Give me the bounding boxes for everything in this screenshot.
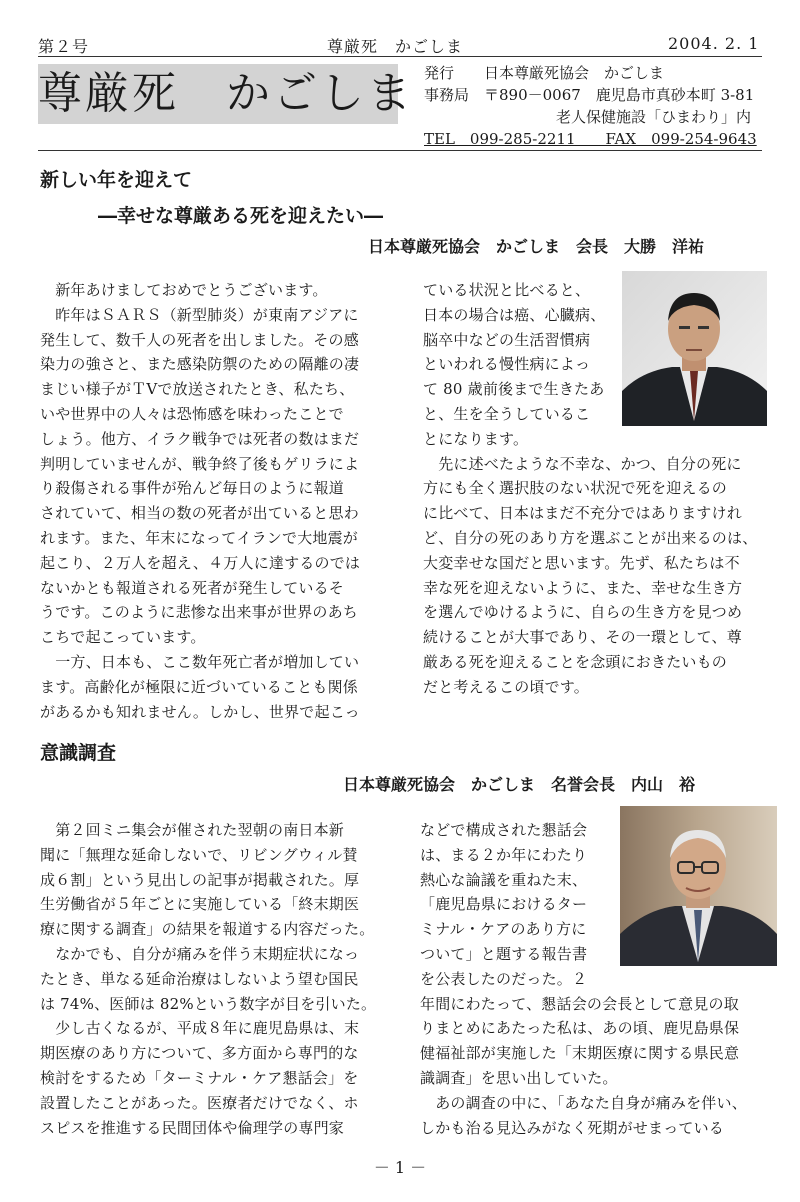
text-line: 生労働省が５年ごとに実施している「終末期医 [40,895,360,914]
text-line: ど、自分の死のあり方を選ぶことが出来るのは、 [423,528,758,547]
text-line: 日本の場合は癌、心臓病、 [423,305,606,324]
text-line: しかも治る見込みがなく死期がせまっている [420,1118,725,1137]
text-line: などで構成された懇話会 [420,821,588,839]
text-line: ます。高齢化が極限に近づいていることも関係 [40,677,359,696]
text-line: れます。また、年末になってイランで大地震が [40,528,359,547]
portrait-honorary-chairman-graphic [620,806,777,966]
article2-author: 日本尊厳死協会 かごしま 名誉会長 内山 裕 [343,775,696,794]
portrait-chairman-graphic [622,271,767,426]
text-line: に比べて、日本はまだ不充分ではありますけれ [423,504,742,523]
text-line: ている状況と比べると、 [423,281,591,299]
article1-right-top-column [423,278,623,452]
text-line: 大変幸せな国だと思います。先ず、私たちは不 [423,553,740,572]
text-line: うです。このように悲惨な出来事が世界のあち [40,603,359,622]
text-line: たとき、単なる延命治療はしないよう望む国民 [40,969,359,988]
text-line: 判明していませんが、戦争終了後もゲリラによ [40,454,360,473]
text-line: こちで起こっています。 [40,628,206,647]
text-line: て 80 歳前後まで生きたあ [423,380,605,399]
text-line: 先に述べたような不幸な、かつ、自分の死に [423,454,742,473]
text-line: と、生を全うしているこ [423,404,591,423]
article1-author: 日本尊厳死協会 かごしま 会長 大勝 洋祐 [368,237,705,256]
text-line: 続けることが大事であり、その一環として、尊 [423,628,742,647]
text-line: まじい様子がＴVで放送されたとき、私たち、 [40,380,355,399]
text-line: りまとめにあたった私は、あの頃、鹿児島県保 [420,1019,740,1038]
header-title: 尊厳死 かごしま [327,37,464,56]
publisher-contact: TEL 099-285-2211 FAX 099-254-9643 [424,130,757,148]
issue-date: 2004. 2. 1 [668,34,760,53]
article1-subtitle: ―幸せな尊厳ある死を迎えたい― [98,205,384,227]
text-line: 第２回ミニ集会が催された翌朝の南日本新 [40,821,345,839]
article2-title: 意識調査 [40,742,117,764]
text-line: 厳ある死を迎えることを念頭におきたいもの [423,652,728,671]
text-line: なかでも、自分が痛みを伴う末期症状になっ [40,944,360,963]
text-line: 昨年はＳＡＲＳ（新型肺炎）が東南アジアに [40,305,359,324]
text-line: を公表したのだった。２ [420,969,588,988]
text-line: 少し古くなるが、平成８年に鹿児島県は、末 [40,1019,360,1038]
masthead-title: 尊厳死 かごしま [38,64,398,124]
text-line: は 74%、医師は 82%という数字が目を引いた。 [40,994,377,1013]
text-line: 健福祉部が実施した「末期医療に関する県民意 [420,1044,740,1063]
text-line: 脳卒中などの生活習慣病 [423,330,591,349]
text-line: 方にも全く選択肢のない状況で死を迎えるの [423,479,728,498]
text-line: あの調査の中に、「あなた自身が痛みを伴い、 [420,1093,747,1112]
text-line: 成６割」という見出しの記事が掲載された。厚 [40,870,360,889]
text-line: 一方、日本も、ここ数年死亡者が増加してい [40,652,360,671]
publisher-address: 事務局 〒890－0067 鹿児島市真砂本町 3-81 [424,86,755,104]
text-line: ついて」と題する報告書 [420,944,588,963]
text-line: 起こり、２万人を超え、４万人に達するのでは [40,553,361,572]
text-line: だと考えるこの頃です。 [423,677,590,696]
text-line: 検討をするため「ターミナル・ケア懇話会」を [40,1068,359,1087]
portrait-chairman [622,271,767,426]
text-line: 幸な死を迎えないように、また、幸せな生き方 [423,578,743,597]
article1-left-column [40,278,410,724]
article2-right-top-column [420,818,620,992]
text-line: があるかも知れません。しかし、世界で起こっ [40,702,360,721]
text-line: り殺傷される事件が殆んど毎日のように報道 [40,479,345,498]
text-line: スピスを推進する民間団体や倫理学の専門家 [40,1118,345,1137]
text-line: 聞に「無理な延命しないで、リビングウィル賛 [40,845,358,864]
publisher-line: 発行 日本尊厳死協会 かごしま [424,64,665,82]
text-line: ないかとも報道される死者が発生しているそ [40,578,345,597]
text-line: は、まる２か年にわたり [420,845,588,864]
article2-right-column [420,992,780,1141]
publisher-facility: 老人保健施設「ひまわり」内 [556,108,752,126]
text-line: 設置したことがあった。医療者だけでなく、ホ [40,1093,359,1112]
text-line: 期医療のあり方について、多方面から専門的な [40,1044,359,1063]
header-rule [38,56,762,57]
text-line: とになります。 [423,429,529,448]
article1-right-column [423,452,783,700]
text-line: 発生して、数千人の死者を出しました。その感 [40,330,359,349]
text-line: 新年あけましておめでとうございます。 [40,281,328,299]
text-line: 熱心な論議を重ねた末、 [420,870,588,889]
text-line: 識調査」を思い出していた。 [420,1068,618,1087]
portrait-honorary-chairman [620,806,777,966]
masthead-rule [38,150,762,151]
text-line: 染力の強さと、また感染防禦のための隔離の凄 [40,355,360,374]
issue-number: 第２号 [38,37,90,56]
text-line: を選んでゆけるように、自らの生き方を見つめ [423,603,743,622]
text-line: いや世界中の人々は恐怖感を味わったことで [40,404,344,423]
text-line: といわれる慢性病によっ [423,355,591,374]
text-line: 年間にわたって、懇話会の会長として意見の取 [420,994,739,1013]
text-line: 「鹿児島県におけるター [420,895,588,914]
text-line: しょう。他方、イラク戦争では死者の数はまだ [40,429,360,448]
article1-title: 新しい年を迎えて [40,169,193,191]
text-line: 療に関する調査」の結果を報道する内容だった。 [40,920,375,939]
text-line: ミナル・ケアのあり方に [420,920,587,939]
page-number: － 1 － [373,1158,427,1177]
article2-left-column [40,818,410,1140]
text-line: されていて、相当の数の死者が出ていると思わ [40,504,359,523]
